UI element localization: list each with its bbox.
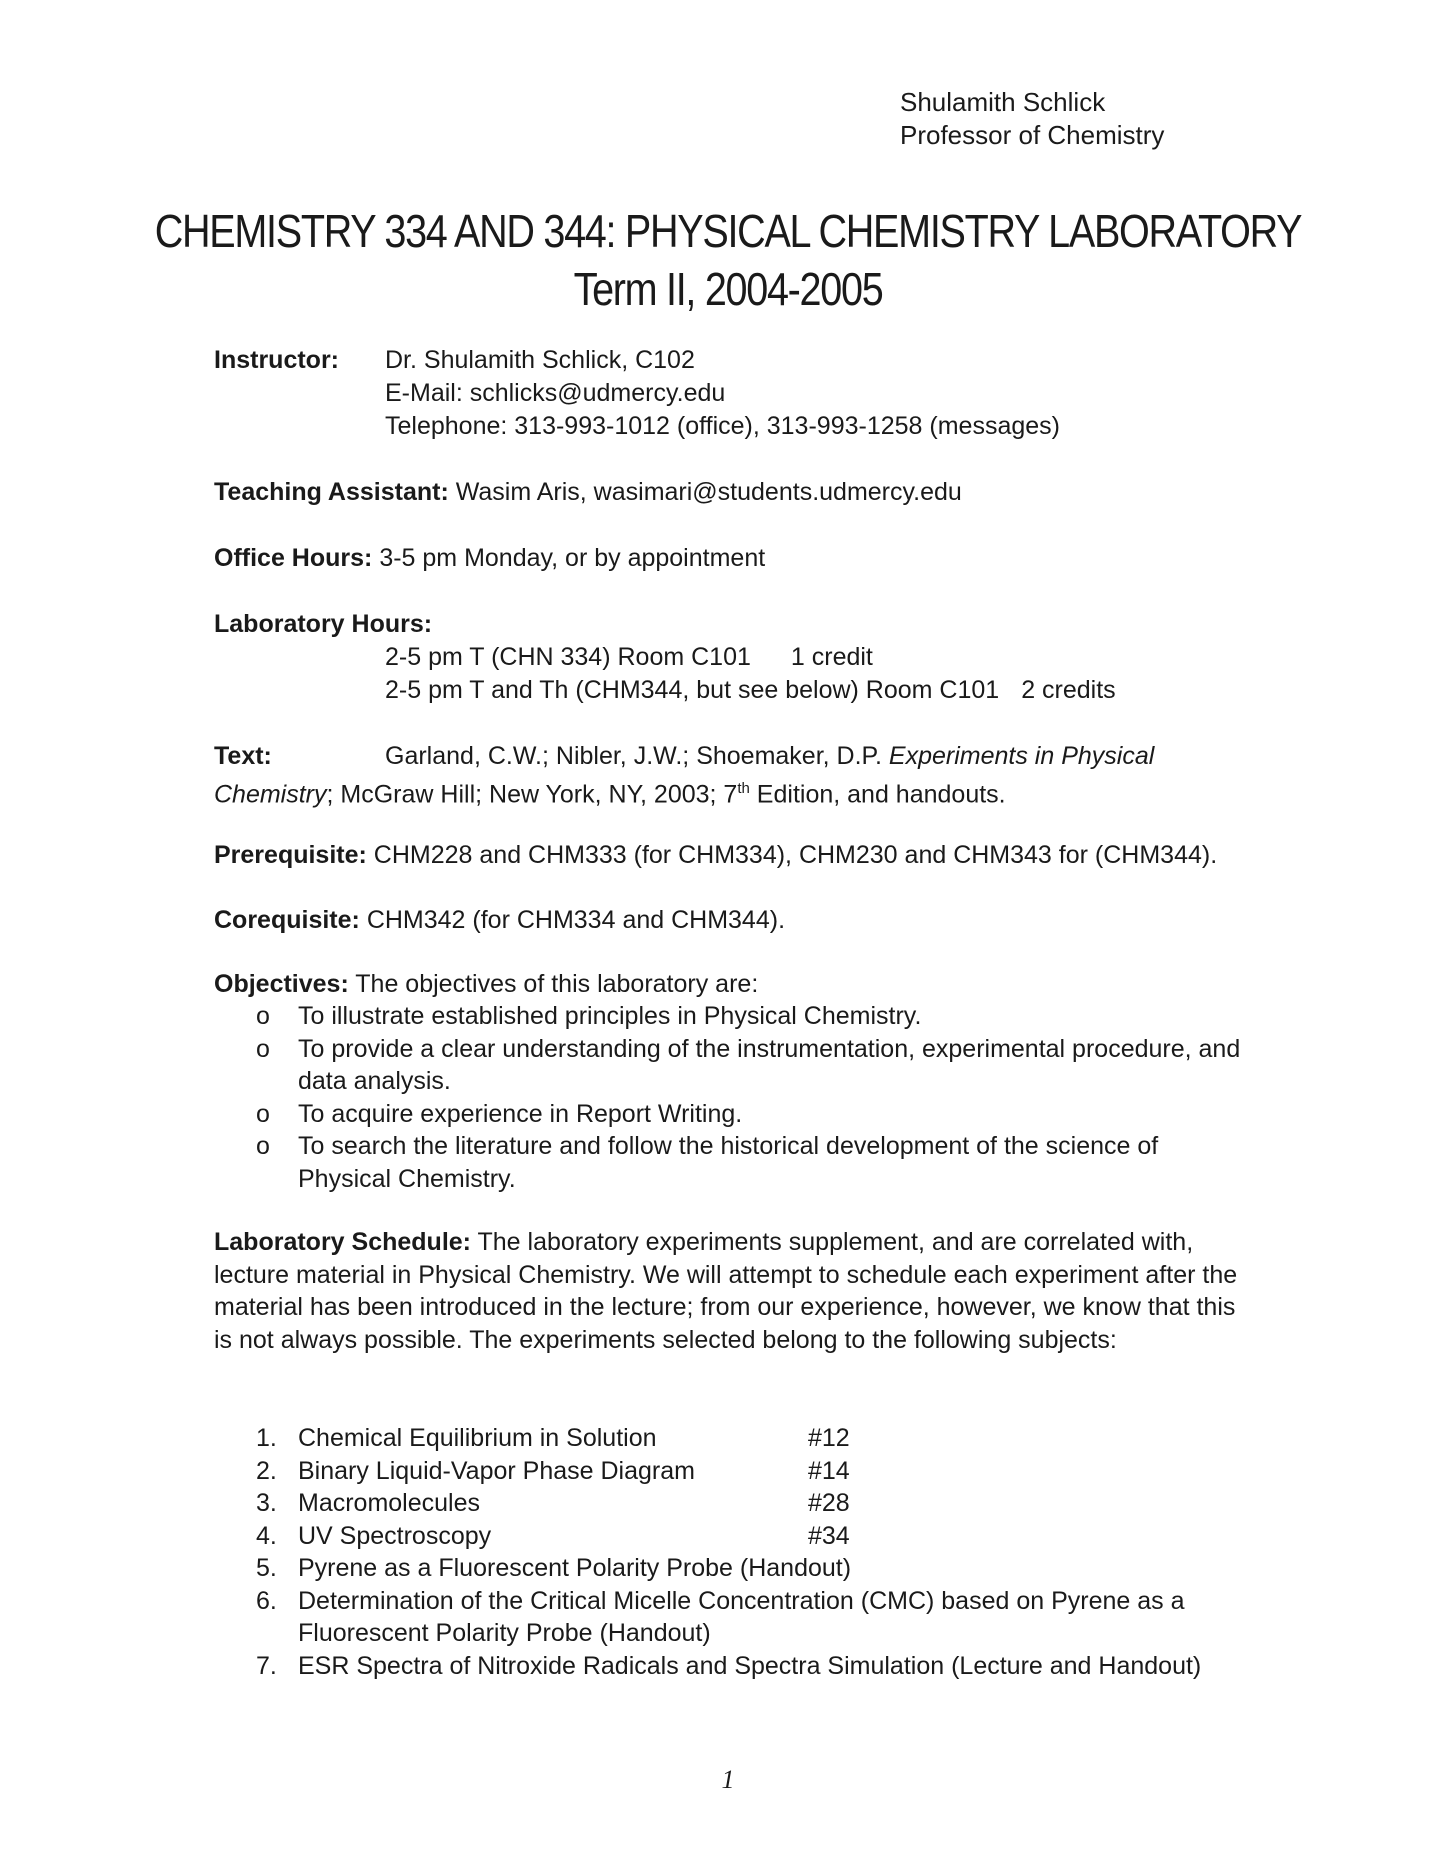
lab-hours-label: Laboratory Hours: bbox=[214, 610, 433, 638]
prerequisite-value: CHM228 and CHM333 (for CHM334), CHM230 and CHM343 for (CHM344). bbox=[373, 841, 1218, 869]
author-block bbox=[900, 86, 1164, 152]
bullet-marker: o bbox=[256, 1034, 270, 1063]
instructor-email: E-Mail: schlicks@udmercy.edu bbox=[385, 379, 726, 407]
list-item: 3. Macromolecules #28 bbox=[256, 1489, 850, 1517]
office-hours bbox=[214, 542, 765, 575]
list-item: o To provide a clear understanding of the instrumentation, experimental procedure, and data analysis. bbox=[256, 1034, 1241, 1095]
corequisite-label: Corequisite: bbox=[214, 906, 360, 934]
bullet-marker: o bbox=[256, 1099, 270, 1128]
list-item: o To illustrate established principles in Physical Chemistry. bbox=[256, 1000, 1256, 1033]
ta-value: Wasim Aris, wasimari@students.udmercy.edu bbox=[455, 478, 962, 506]
bullet-marker: o bbox=[256, 1002, 270, 1030]
corequisite bbox=[214, 904, 785, 937]
page-number: 1 bbox=[721, 1765, 735, 1794]
lab-hours-row-2: 2-5 pm T and Th (CHM344, but see below) Room C101 2 credits bbox=[385, 676, 1116, 704]
list-item: 1. Chemical Equilibrium in Solution #12 bbox=[256, 1424, 850, 1452]
text-label: Text: bbox=[214, 742, 272, 770]
list-item: 5. Pyrene as a Fluorescent Polarity Probe (Handout) bbox=[256, 1554, 852, 1582]
list-item: o To acquire experience in Report Writing. bbox=[256, 1098, 1256, 1131]
bullet-marker: o bbox=[256, 1132, 270, 1160]
document-title bbox=[102, 202, 1354, 318]
instructor-name: Dr. Shulamith Schlick, C102 bbox=[385, 346, 695, 374]
list-item: o To search the literature and follow the historical development of the science of Physical Chemistry. bbox=[256, 1132, 1159, 1193]
ta-label: Teaching Assistant: bbox=[214, 478, 449, 506]
experiment-list bbox=[256, 1422, 1276, 1682]
title-line-2: Term II, 2004-2005 bbox=[573, 263, 883, 315]
corequisite-value: CHM342 (for CHM334 and CHM344). bbox=[366, 906, 786, 934]
objectives-list bbox=[256, 1000, 1256, 1195]
list-item: 2. Binary Liquid-Vapor Phase Diagram #14 bbox=[256, 1456, 850, 1485]
author-position: Professor of Chemistry bbox=[900, 120, 1165, 150]
list-item: 6. Determination of the Critical Micelle Concentration (CMC) based on Pyrene as a Fluorescent Polarity Probe (Handout) bbox=[256, 1586, 1185, 1647]
list-item: 7. ESR Spectra of Nitroxide Radicals and Spectra Simulation (Lecture and Handout) bbox=[256, 1651, 1202, 1680]
objectives-heading bbox=[214, 968, 758, 1001]
list-item: 4. UV Spectroscopy #34 bbox=[256, 1521, 850, 1550]
objectives-intro: The objectives of this laboratory are: bbox=[355, 970, 759, 998]
prerequisite bbox=[214, 839, 1254, 872]
text-line-1: Garland, C.W.; Nibler, J.W.; Shoemaker, D.P. Experiments in Physical bbox=[385, 742, 1155, 770]
lab-schedule-label: Laboratory Schedule: bbox=[214, 1228, 471, 1256]
lab-schedule-text: The laboratory experiments supplement, and are correlated with, lecture material in Physical Chemistry. We will attempt to schedule each experiment after the material has been introduced in the lecture; from our experience, however, we know that this is not always possible. The experiments selected belong to the following subjects: bbox=[214, 1228, 1238, 1354]
lab-hours-row-1: 2-5 pm T (CHN 334) Room C101 1 credit bbox=[385, 643, 873, 671]
prerequisite-label: Prerequisite: bbox=[214, 841, 367, 869]
instructor-phone: Telephone: 313-993-1012 (office), 313-993-1258 (messages) bbox=[385, 412, 1060, 440]
author-name: Shulamith Schlick bbox=[900, 87, 1106, 117]
objectives-label: Objectives: bbox=[214, 970, 349, 998]
text-line-2: Chemistry; McGraw Hill; New York, NY, 2003; 7th Edition, and handouts. bbox=[214, 780, 1006, 809]
lab-schedule bbox=[214, 1226, 1254, 1356]
title-line-1: CHEMISTRY 334 AND 344: PHYSICAL CHEMISTRY LABORATORY bbox=[154, 205, 1302, 257]
instructor-label: Instructor: bbox=[214, 346, 339, 374]
office-hours-value: 3-5 pm Monday, or by appointment bbox=[379, 544, 766, 572]
teaching-assistant bbox=[214, 476, 962, 509]
office-hours-label: Office Hours: bbox=[214, 544, 373, 572]
